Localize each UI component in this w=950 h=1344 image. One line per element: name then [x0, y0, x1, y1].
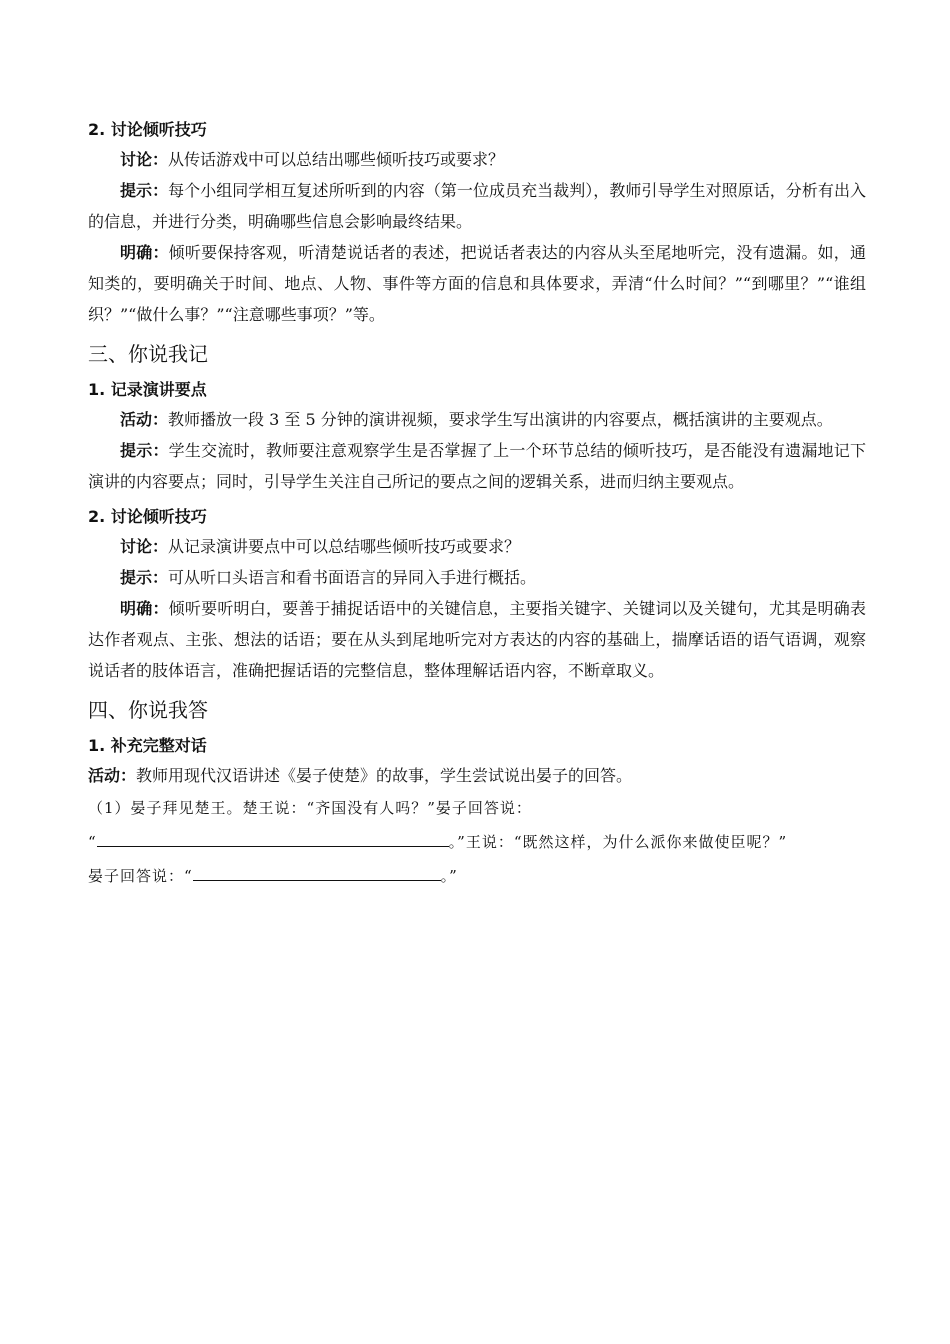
- text-clarify-1: 倾听要保持客观，听清楚说话者的表述，把说话者表达的内容从头至尾地听完，没有遗漏。如，通知类的，要明确关于时间、地点、人物、事件等方面的信息和具体要求，弄清“什么时间？”“到哪里？”“谁组织？”“做什么事？”“注意哪些事项？”等。: [88, 243, 866, 324]
- text-hint-1: 每个小组同学相互复述所听到的内容（第一位成员充当裁判），教师引导学生对照原话，分析有出入的信息，并进行分类，明确哪些信息会影响最终结果。: [88, 181, 866, 231]
- document-page: [88, 116, 866, 893]
- para-hint-3: [88, 562, 866, 593]
- para-activity-2: [88, 404, 866, 435]
- text-activity-3: 教师用现代汉语讲述《晏子使楚》的故事，学生尝试说出晏子的回答。: [136, 766, 633, 785]
- dialog-line-1: （1）晏子拜见楚王。楚王说：“齐国没有人吗？”晏子回答说：: [88, 799, 532, 817]
- text-clarify-2: 倾听要听明白，要善于捕捉话语中的关键信息，主要指关键字、关键词以及关键句，尤其是明确表达作者观点、主张、想法的话语；要在从头到尾地听完对方表达的内容的基础上，揣摩话语的语气语调，观察说话者的肢体语言，准确把握话语的完整信息，整体理解话语内容，不断章取义。: [88, 599, 866, 680]
- label-clarify-1: 明确：: [120, 243, 169, 262]
- dialog-line-2-rest: 。”王说：“既然这样，为什么派你来做使臣呢？”: [448, 833, 788, 851]
- para-discuss-1: [88, 144, 866, 175]
- quote-open-1: “: [88, 833, 97, 851]
- label-activity-3: 活动：: [88, 766, 137, 785]
- label-clarify-2: 明确：: [120, 599, 169, 618]
- label-hint-1: 提示：: [120, 181, 169, 200]
- dialog-line-2: [88, 825, 866, 859]
- section-title-3: 三、你说我记: [88, 342, 208, 366]
- para-discuss-2: [88, 531, 866, 562]
- label-activity-2: 活动：: [120, 410, 169, 429]
- label-discuss-2: 讨论：: [120, 537, 169, 556]
- dialog-line-3-end: 。”: [440, 867, 458, 885]
- dialog-line-3-start: 晏子回答说：“: [88, 867, 193, 885]
- text-activity-2: 教师播放一段 3 至 5 分钟的演讲视频，要求学生写出演讲的内容要点，概括演讲的主要观点。: [168, 410, 833, 429]
- para-clarify-2: [88, 593, 866, 686]
- dialog-line-3: [88, 859, 866, 893]
- label-hint-3: 提示：: [120, 568, 169, 587]
- text-discuss-1: 从传话游戏中可以总结出哪些倾听技巧或要求？: [168, 150, 505, 169]
- heading-discuss-listening-1: 2. 讨论倾听技巧: [88, 120, 207, 139]
- heading-complete-dialog: 1. 补充完整对话: [88, 736, 207, 755]
- answer-blank-1[interactable]: [97, 828, 449, 847]
- text-discuss-2: 从记录演讲要点中可以总结哪些倾听技巧或要求？: [168, 537, 521, 556]
- label-discuss-1: 讨论：: [120, 150, 169, 169]
- text-hint-3: 可从听口头语言和看书面语言的异同入手进行概括。: [168, 568, 537, 587]
- answer-blank-2[interactable]: [193, 862, 441, 881]
- para-hint-1: [88, 175, 866, 237]
- para-hint-2: [88, 435, 866, 497]
- heading-record-speech: 1. 记录演讲要点: [88, 380, 207, 399]
- para-activity-3: [88, 760, 866, 791]
- section-title-4: 四、你说我答: [88, 698, 208, 722]
- label-hint-2: 提示：: [120, 441, 169, 460]
- text-hint-2: 学生交流时，教师要注意观察学生是否掌握了上一个环节总结的倾听技巧，是否能没有遗漏地记下演讲的内容要点；同时，引导学生关注自己所记的要点之间的逻辑关系，进而归纳主要观点。: [88, 441, 866, 491]
- heading-discuss-listening-2: 2. 讨论倾听技巧: [88, 507, 207, 526]
- para-clarify-1: [88, 237, 866, 330]
